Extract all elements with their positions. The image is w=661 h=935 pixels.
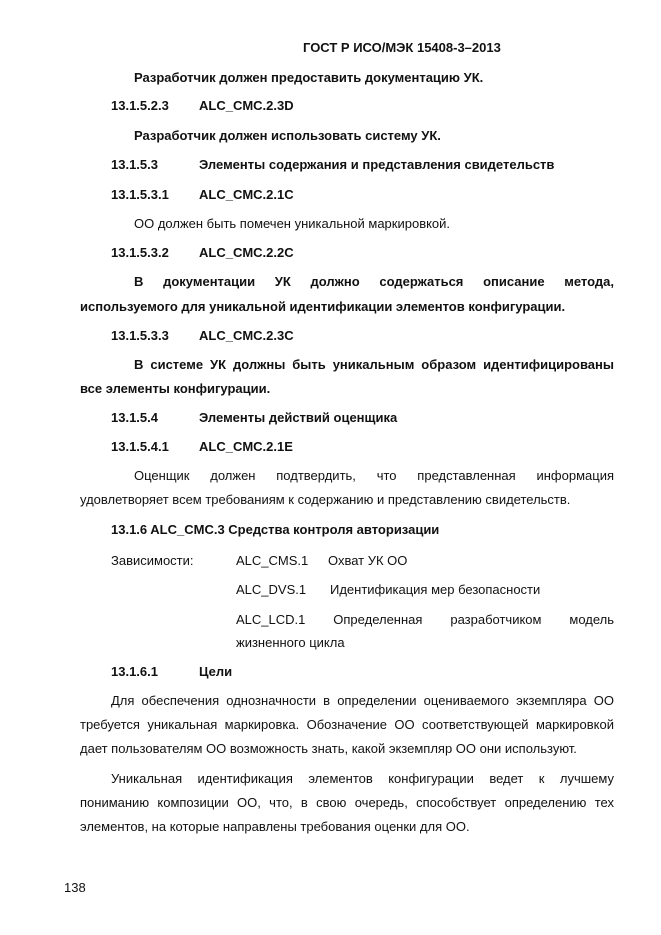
paragraph-line: Уникальная идентификация элементов конфигурации ведет к лучшему	[111, 771, 614, 786]
dependency-code: ALC_CMS.1	[236, 553, 309, 568]
section-number: 13.1.5.3.3	[111, 328, 169, 343]
dependency-description: Охват УК ОО	[328, 553, 408, 568]
dependencies-label: Зависимости:	[111, 553, 194, 568]
section-title: Цели	[199, 664, 233, 679]
section-title: ALC_CMC.2.1C	[199, 187, 294, 202]
paragraph-line: все элементы конфигурации.	[80, 381, 271, 396]
paragraph-line: дает пользователям ОО возможность знать, какой экземпляр ОО они используют.	[80, 741, 577, 756]
paragraph-line: В системе УК должны быть уникальным образом идентифицированы	[134, 357, 614, 372]
section-title: ALC_CMC.2.3D	[199, 98, 294, 113]
section-title: Элементы действий оценщика	[199, 410, 398, 425]
section-title: ALC_CMC.2.1E	[199, 439, 293, 454]
section-number: 13.1.5.3.2	[111, 245, 169, 260]
section-number: 13.1.5.4	[111, 410, 158, 425]
section-title: 13.1.6 ALC_CMC.3 Средства контроля авторизации	[111, 522, 440, 537]
dependency-description: Идентификация мер безопасности	[330, 582, 541, 597]
dependency-entry: жизненного цикла	[236, 635, 345, 650]
dependency-entry: ALC_LCD.1 Определенная разработчиком модель	[236, 612, 614, 627]
paragraph-line: элементов, на которые направлены требования оценки для ОО.	[80, 819, 470, 834]
section-title: ALC_CMC.2.3C	[199, 328, 294, 343]
section-title: Элементы содержания и представления свидетельств	[199, 157, 555, 172]
dependency-code: ALC_DVS.1	[236, 582, 307, 597]
section-number: 13.1.5.3	[111, 157, 158, 172]
section-number: 13.1.6.1	[111, 664, 158, 679]
paragraph-line: Разработчик должен предоставить документацию УК.	[134, 70, 484, 85]
section-number: 13.1.5.2.3	[111, 98, 169, 113]
paragraph-line: Разработчик должен использовать систему УК.	[134, 128, 441, 143]
paragraph-line: используемого для уникальной идентификации элементов конфигурации.	[80, 299, 566, 314]
paragraph-line: пониманию композиции ОО, что, в свою очередь, способствует определению тех	[80, 795, 614, 810]
paragraph-line: Для обеспечения однозначности в определении оцениваемого экземпляра ОО	[111, 693, 614, 708]
section-number: 13.1.5.3.1	[111, 187, 169, 202]
section-title: ALC_CMC.2.2C	[199, 245, 294, 260]
paragraph-line: В документации УК должно содержаться описание метода,	[134, 274, 614, 289]
page-number: 138	[64, 880, 86, 895]
paragraph-line: Оценщик должен подтвердить, что представленная информация	[134, 468, 614, 483]
document-header: ГОСТ Р ИСО/МЭК 15408-3–2013	[303, 40, 501, 55]
paragraph-line: требуется уникальная маркировка. Обозначение ОО соответствующей маркировкой	[80, 717, 614, 732]
section-number: 13.1.5.4.1	[111, 439, 169, 454]
paragraph-line: ОО должен быть помечен уникальной маркировкой.	[134, 216, 451, 231]
paragraph-line: удовлетворяет всем требованиям к содержанию и представлению свидетельств.	[80, 492, 571, 507]
